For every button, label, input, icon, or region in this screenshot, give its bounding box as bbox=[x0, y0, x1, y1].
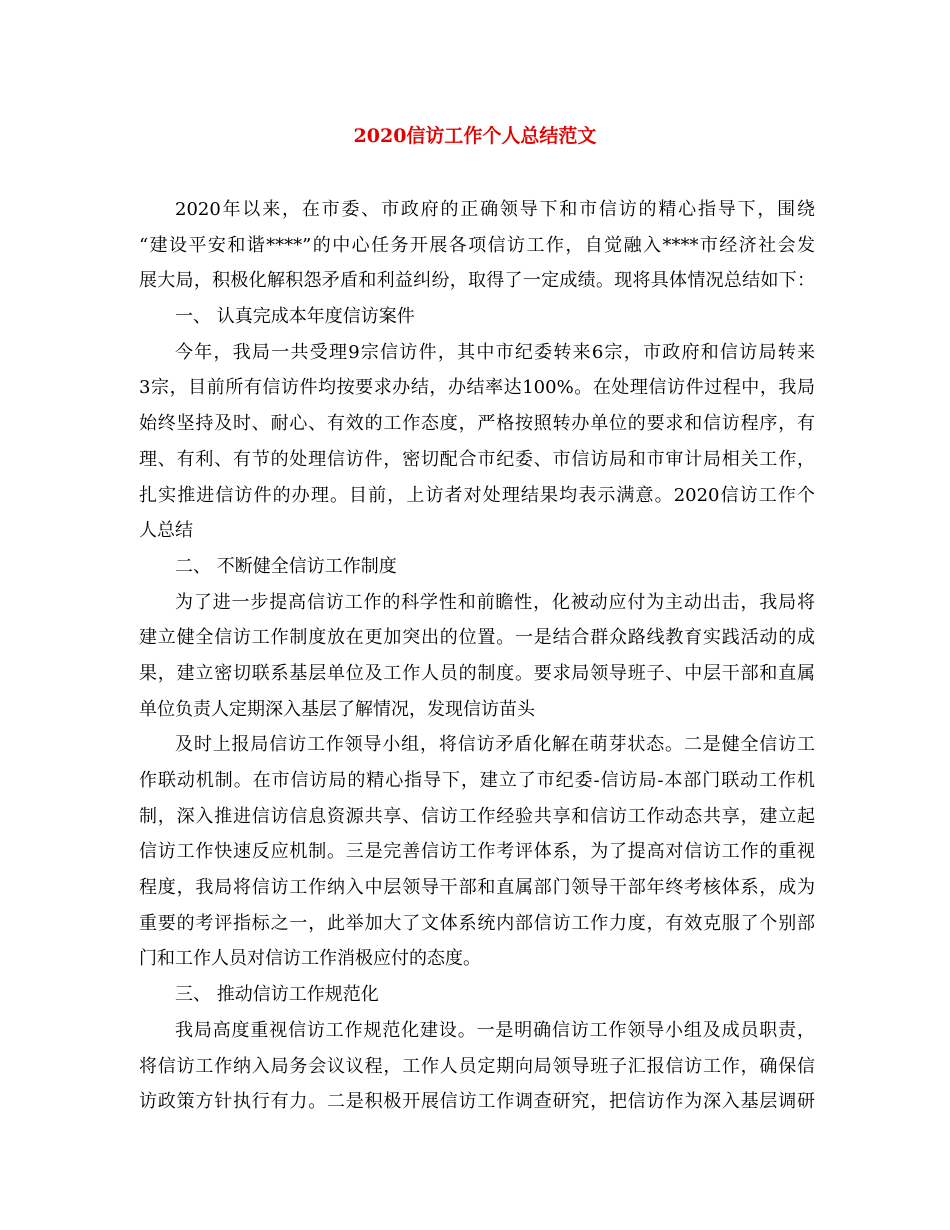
paragraph-line: 门和工作人员对信访工作消极应付的态度。 bbox=[139, 948, 481, 970]
paragraph-line: 将信访工作纳入局务会议议程，工作人员定期向局领导班子汇报信访工作，确保信 bbox=[139, 1055, 815, 1077]
paragraph-line: 始终坚持及时、耐心、有效的工作态度，严格按照转办单位的要求和信访程序，有 bbox=[139, 413, 815, 435]
section-heading: 三、 推动信访工作规范化 bbox=[175, 984, 379, 1006]
paragraph-line: 展大局，积极化解积怨矛盾和利益纠纷，取得了一定成绩。现将具体情况总结如下： bbox=[139, 270, 815, 292]
paragraph-line: 访政策方针执行有力。二是积极开展信访工作调查研究，把信访作为深入基层调研 bbox=[139, 1091, 815, 1113]
document-title: 2020信访工作个人总结范文 bbox=[353, 125, 597, 147]
paragraph-line: 果，建立密切联系基层单位及工作人员的制度。要求局领导班子、中层干部和直属 bbox=[139, 662, 815, 684]
paragraph-line: 3宗，目前所有信访件均按要求办结，办结率达100%。在处理信访件过程中，我局 bbox=[139, 377, 815, 399]
section-heading: 一、 认真完成本年度信访案件 bbox=[175, 306, 415, 328]
paragraph-line: 为了进一步提高信访工作的科学性和前瞻性，化被动应付为主动出击，我局将 bbox=[175, 591, 815, 613]
document-body bbox=[139, 192, 815, 1120]
paragraph-line: 程度，我局将信访工作纳入中层领导干部和直属部门领导干部年终考核体系，成为 bbox=[139, 877, 815, 899]
paragraph-line: 2020年以来，在市委、市政府的正确领导下和市信访的精心指导下，围绕 bbox=[175, 199, 815, 220]
paragraph-line: 理、有利、有节的处理信访件，密切配合市纪委、市信访局和市审计局相关工作， bbox=[139, 448, 815, 470]
paragraph-line: 今年，我局一共受理9宗信访件，其中市纪委转来6宗，市政府和信访局转来 bbox=[175, 341, 815, 363]
paragraph-line: 信访工作快速反应机制。三是完善信访工作考评体系，为了提高对信访工作的重视 bbox=[139, 841, 815, 863]
paragraph-line: “建设平安和谐****”的中心任务开展各项信访工作，自觉融入****市经济社会发 bbox=[139, 234, 815, 256]
paragraph-line: 我局高度重视信访工作规范化建设。一是明确信访工作领导小组及成员职责， bbox=[175, 1019, 815, 1041]
paragraph-line: 重要的考评指标之一，此举加大了文体系统内部信访工作力度，有效克服了个别部 bbox=[139, 912, 815, 934]
paragraph-line: 制，深入推进信访信息资源共享、信访工作经验共享和信访工作动态共享，建立起 bbox=[139, 805, 815, 827]
paragraph-line: 作联动机制。在市信访局的精心指导下，建立了市纪委-信访局-本部门联动工作机 bbox=[139, 770, 815, 791]
paragraph-line: 人总结 bbox=[139, 520, 193, 542]
paragraph-line: 及时上报局信访工作领导小组，将信访矛盾化解在萌芽状态。二是健全信访工 bbox=[175, 734, 815, 756]
paragraph-line: 扎实推进信访件的办理。目前，上访者对处理结果均表示满意。2020信访工作个 bbox=[139, 484, 815, 506]
paragraph-line: 建立健全信访工作制度放在更加突出的位置。一是结合群众路线教育实践活动的成 bbox=[139, 627, 815, 649]
section-heading: 二、 不断健全信访工作制度 bbox=[175, 555, 397, 577]
paragraph-line: 单位负责人定期深入基层了解情况，发现信访苗头 bbox=[139, 698, 535, 720]
